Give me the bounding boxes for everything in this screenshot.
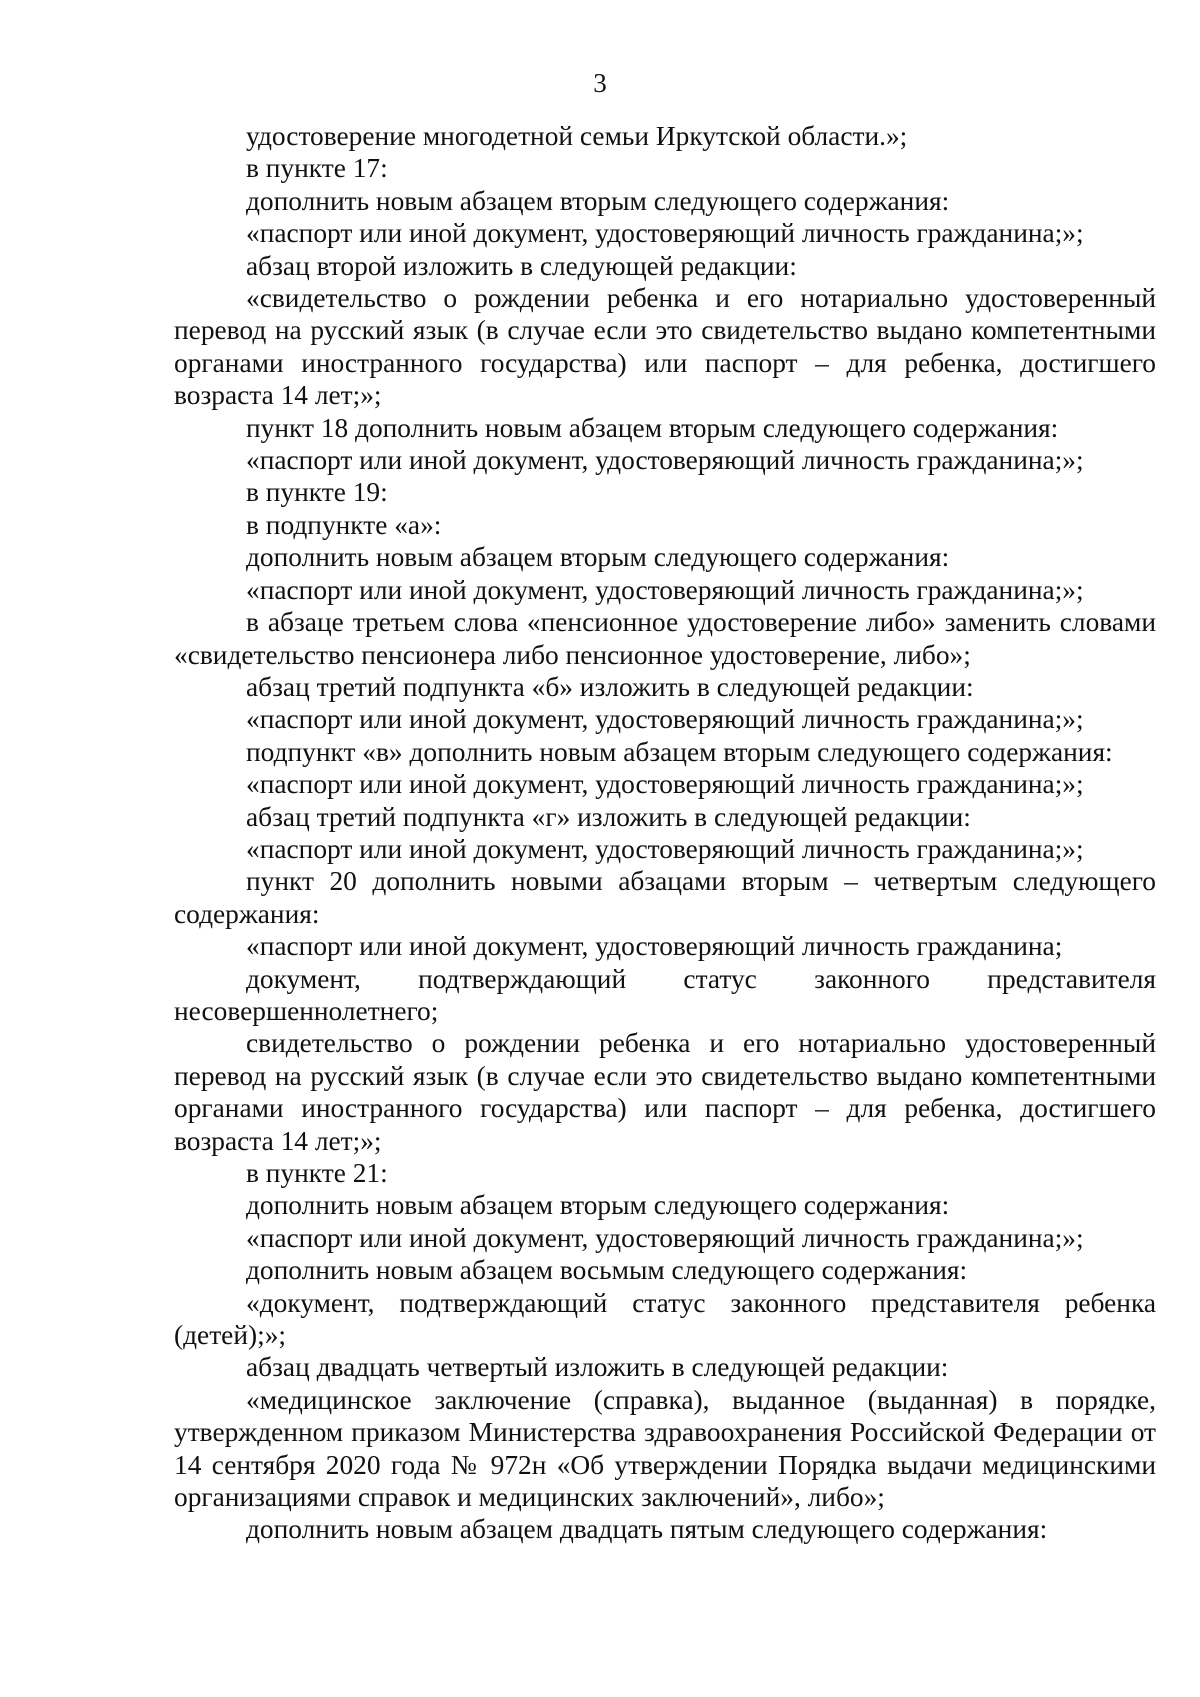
paragraph: дополнить новым абзацем вторым следующего содержания: [246,185,950,216]
page-number: 3 [593,68,607,98]
paragraph: в подпункте «а»: [246,509,442,540]
document-body [174,120,1156,1546]
paragraph: «паспорт или иной документ, удостоверяющий личность гражданина; [246,931,1063,962]
paragraph: дополнить новым абзацем вторым следующего содержания: [246,542,950,573]
paragraph: удостоверение многодетной семьи Иркутской области.»; [246,121,908,151]
paragraph: дополнить новым абзацем двадцать пятым следующего содержания: [246,1514,1048,1545]
paragraph: «свидетельство о рождении ребенка и его нотариально удостоверенный перевод на русский язык (в случае если это свидетельство выдано компетентными органами иностранного государства) или паспорт – для ребенка, достигшего возраста 14 лет;»; [174,283,1156,411]
paragraph: в абзаце третьем слова «пенсионное удостоверение либо» заменить словами «свидетельство пенсионера либо пенсионное удостоверение, либо»; [174,607,1156,670]
paragraph: в пункте 17: [246,153,388,184]
paragraph: «паспорт или иной документ, удостоверяющий личность гражданина;»; [246,445,1084,476]
paragraph: абзац второй изложить в следующей редакции: [246,250,797,281]
paragraph: свидетельство о рождении ребенка и его нотариально удостоверенный перевод на русский язык (в случае если это свидетельство выдано компетентными органами иностранного государства) или паспорт – для ребенка, достигшего возраста 14 лет;»; [174,1028,1156,1156]
paragraph: «документ, подтверждающий статус законного представителя ребенка (детей);»; [174,1287,1156,1351]
paragraph: «паспорт или иной документ, удостоверяющий личность гражданина;»; [246,218,1084,249]
paragraph: «паспорт или иной документ, удостоверяющий личность гражданина;»; [246,833,1084,864]
paragraph: «медицинское заключение (справка), выданное (выданная) в порядке, утвержденном приказом Министерства здравоохранения Российской Федерации от 14 сентября 2020 года № 972н «Об утверждении Порядка выдачи медицинскими организациями справок и медицинских заключений», либо»; [174,1384,1156,1513]
paragraph: в пункте 19: [246,477,388,508]
paragraph: пункт 20 дополнить новыми абзацами вторым – четвертым следующего содержания: [174,866,1156,929]
paragraph: «паспорт или иной документ, удостоверяющий личность гражданина;»; [246,769,1084,800]
paragraph: в пункте 21: [246,1158,388,1188]
paragraph: дополнить новым абзацем восьмым следующего содержания: [246,1255,968,1286]
paragraph: абзац третий подпункта «г» изложить в следующей редакции: [246,801,971,832]
paragraph: абзац двадцать четвертый изложить в следующей редакции: [246,1352,949,1383]
paragraph: абзац третий подпункта «б» изложить в следующей редакции: [246,671,974,702]
paragraph: документ, подтверждающий статус законного представителя несовершеннолетнего; [174,963,1156,1026]
paragraph: «паспорт или иной документ, удостоверяющий личность гражданина;»; [246,1222,1084,1253]
paragraph: подпункт «в» дополнить новым абзацем вторым следующего содержания: [246,736,1113,767]
paragraph: дополнить новым абзацем вторым следующего содержания: [246,1190,950,1221]
paragraph: «паспорт или иной документ, удостоверяющий личность гражданина;»; [246,704,1084,735]
paragraph: пункт 18 дополнить новым абзацем вторым следующего содержания: [246,412,1059,443]
paragraph: «паспорт или иной документ, удостоверяющий личность гражданина;»; [246,574,1084,605]
